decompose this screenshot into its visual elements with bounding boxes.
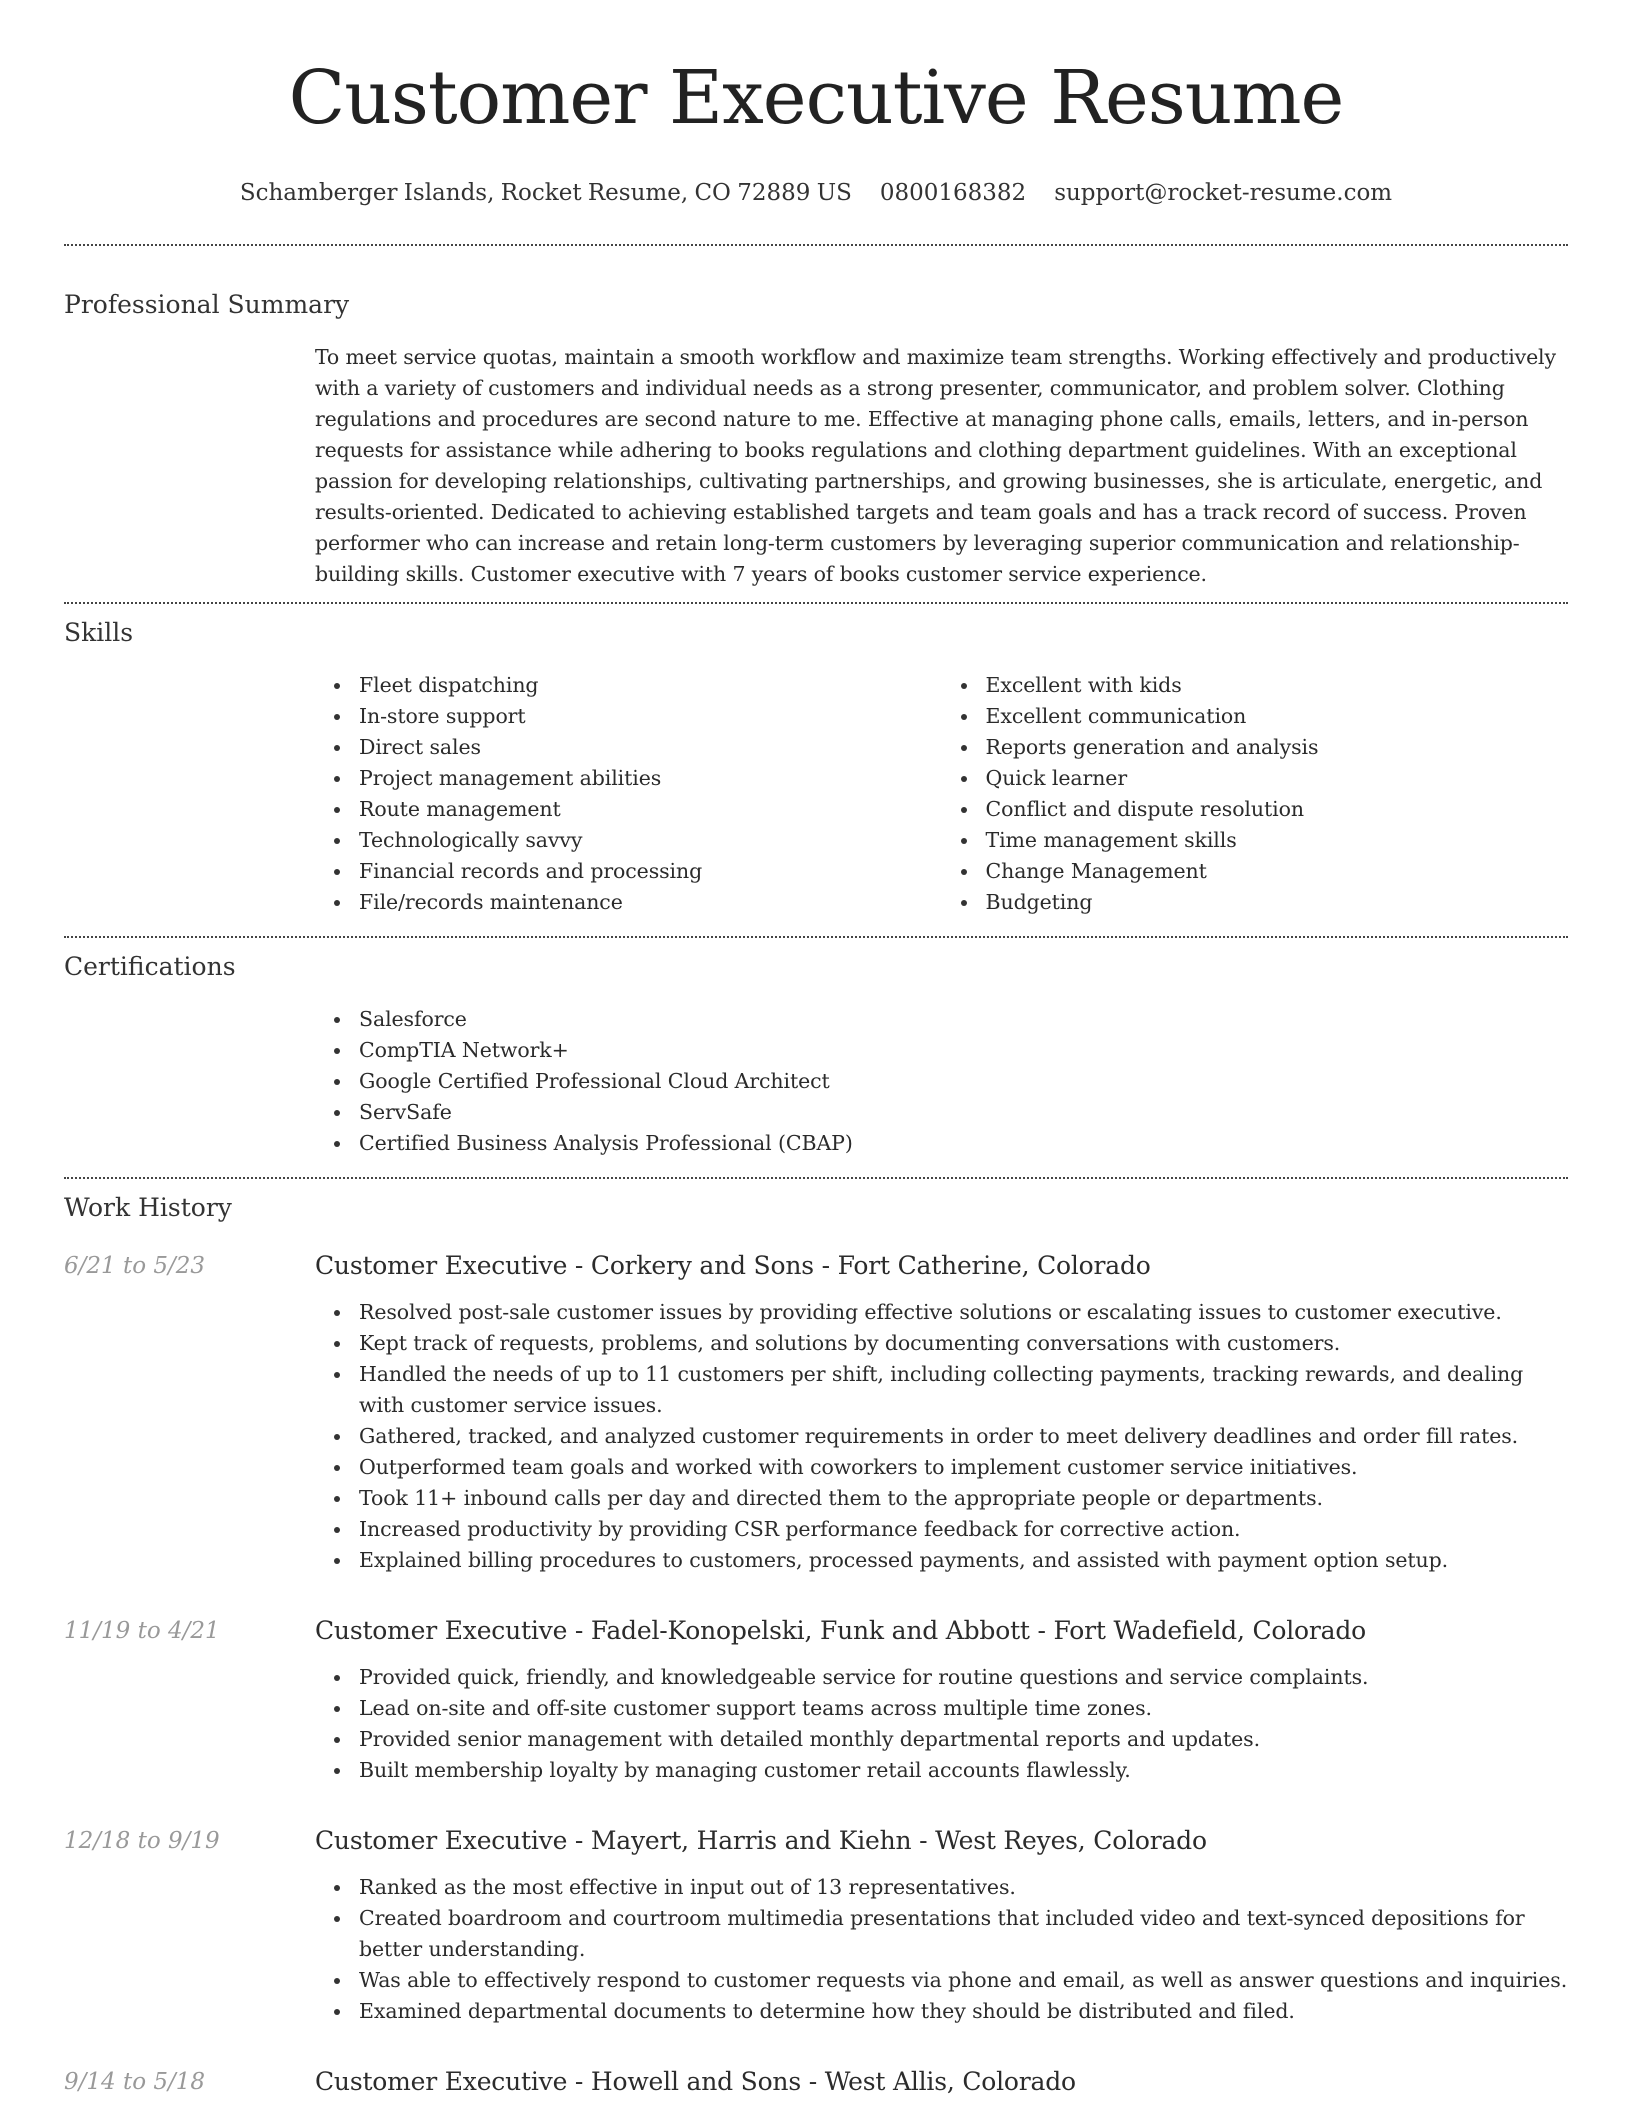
job-bullet: Created boardroom and courtroom multimedia presentations that included video and text-synced depositions for better understanding. bbox=[359, 1903, 1568, 1965]
certification-item: Google Certified Professional Cloud Architect bbox=[359, 1066, 1568, 1097]
skill-item: File/records maintenance bbox=[359, 887, 942, 918]
resume-page bbox=[64, 0, 1568, 2099]
skill-item: Technologically savvy bbox=[359, 825, 942, 856]
skill-item: In-store support bbox=[359, 701, 942, 732]
skills-list-left bbox=[315, 670, 942, 918]
job-entry bbox=[64, 2065, 1568, 2099]
certification-item: CompTIA Network+ bbox=[359, 1035, 1568, 1066]
job-entry bbox=[64, 1614, 1568, 1786]
job-title: Customer Executive - Howell and Sons - West Allis, Colorado bbox=[315, 2067, 1076, 2096]
section-heading-summary: Professional Summary bbox=[64, 290, 350, 319]
section-heading-certifications: Certifications bbox=[64, 952, 236, 981]
skills-list-right bbox=[942, 670, 1569, 918]
job-dates: 6/21 to 5/23 bbox=[64, 1253, 206, 1279]
job-bullet: Ranked as the most effective in input out of 13 representatives. bbox=[359, 1872, 1568, 1903]
job-bullet: Handled the needs of up to 11 customers per shift, including collecting payments, tracking rewards, and dealing with customer service issues. bbox=[359, 1359, 1568, 1421]
summary-text: To meet service quotas, maintain a smooth workflow and maximize team strengths. Working effectively and productively with a variety of customers and individual needs as a strong presenter, communicator, and problem solver. Clothing regulations and procedures are second nature to me. Effective at managing phone calls, emails, letters, and in-person requests for assistance while adhering to books regulations and clothing department guidelines. With an exceptional passion for developing relationships, cultivating partnerships, and growing businesses, she is articulate, energetic, and results-oriented. Dedicated to achieving established targets and team goals and has a track record of success. Proven performer who can increase and retain long-term customers by leveraging superior communication and relationship-building skills. Customer executive with 7 years of books customer service experience. bbox=[315, 345, 1556, 586]
divider bbox=[64, 602, 1568, 604]
skill-item: Fleet dispatching bbox=[359, 670, 942, 701]
job-bullets bbox=[315, 1297, 1568, 1576]
work-history-section bbox=[64, 1191, 1568, 2099]
skill-item: Quick learner bbox=[986, 763, 1569, 794]
resume-title: Customer Executive Resume bbox=[288, 55, 1344, 141]
job-bullets bbox=[315, 1872, 1568, 2027]
skill-item: Route management bbox=[359, 794, 942, 825]
section-heading-work-history: Work History bbox=[64, 1193, 232, 1222]
certification-item: ServSafe bbox=[359, 1097, 1568, 1128]
skills-section bbox=[64, 616, 1568, 918]
section-heading-skills: Skills bbox=[64, 618, 134, 647]
job-bullet: Provided quick, friendly, and knowledgeable service for routine questions and service complaints. bbox=[359, 1662, 1568, 1693]
contact-email[interactable]: support@rocket-resume.com bbox=[1054, 180, 1393, 206]
certification-item: Salesforce bbox=[359, 1004, 1568, 1035]
job-bullet: Gathered, tracked, and analyzed customer requirements in order to meet delivery deadlines and order fill rates. bbox=[359, 1421, 1568, 1452]
job-bullet: Built membership loyalty by managing customer retail accounts flawlessly. bbox=[359, 1755, 1568, 1786]
job-title: Customer Executive - Corkery and Sons - Fort Catherine, Colorado bbox=[315, 1251, 1151, 1280]
job-dates: 12/18 to 9/19 bbox=[64, 1828, 220, 1854]
job-bullet: Increased productivity by providing CSR performance feedback for corrective action. bbox=[359, 1514, 1568, 1545]
skill-item: Direct sales bbox=[359, 732, 942, 763]
contact-address: Schamberger Islands, Rocket Resume, CO 72889 US bbox=[239, 180, 852, 206]
job-bullet: Took 11+ inbound calls per day and directed them to the appropriate people or departments. bbox=[359, 1483, 1568, 1514]
contact-phone: 0800168382 bbox=[879, 180, 1027, 206]
job-title: Customer Executive - Fadel-Konopelski, Funk and Abbott - Fort Wadefield, Colorado bbox=[315, 1616, 1366, 1645]
job-entry bbox=[64, 1249, 1568, 1576]
job-bullet: Provided senior management with detailed monthly departmental reports and updates. bbox=[359, 1724, 1568, 1755]
job-bullet: Explained billing procedures to customers, processed payments, and assisted with payment option setup. bbox=[359, 1545, 1568, 1576]
skill-item: Excellent with kids bbox=[986, 670, 1569, 701]
summary-section bbox=[64, 288, 1568, 590]
certifications-section bbox=[64, 950, 1568, 1159]
skill-item: Budgeting bbox=[986, 887, 1569, 918]
divider bbox=[64, 244, 1568, 246]
job-dates: 9/14 to 5/18 bbox=[64, 2069, 206, 2095]
job-bullet: Resolved post-sale customer issues by providing effective solutions or escalating issues to customer executive. bbox=[359, 1297, 1568, 1328]
contact-line bbox=[64, 176, 1568, 210]
skill-item: Change Management bbox=[986, 856, 1569, 887]
certifications-list bbox=[315, 1004, 1568, 1159]
divider bbox=[64, 1177, 1568, 1179]
job-bullets bbox=[315, 1662, 1568, 1786]
skill-item: Reports generation and analysis bbox=[986, 732, 1569, 763]
divider bbox=[64, 936, 1568, 938]
job-bullet: Outperformed team goals and worked with coworkers to implement customer service initiatives. bbox=[359, 1452, 1568, 1483]
job-bullet: Examined departmental documents to determine how they should be distributed and filed. bbox=[359, 1996, 1568, 2027]
skill-item: Excellent communication bbox=[986, 701, 1569, 732]
skill-item: Project management abilities bbox=[359, 763, 942, 794]
job-title: Customer Executive - Mayert, Harris and Kiehn - West Reyes, Colorado bbox=[315, 1826, 1207, 1855]
skill-item: Financial records and processing bbox=[359, 856, 942, 887]
skill-item: Conflict and dispute resolution bbox=[986, 794, 1569, 825]
job-entry bbox=[64, 1824, 1568, 2027]
job-dates: 11/19 to 4/21 bbox=[64, 1618, 220, 1644]
job-bullet: Kept track of requests, problems, and solutions by documenting conversations with customers. bbox=[359, 1328, 1568, 1359]
job-bullet: Lead on-site and off-site customer support teams across multiple time zones. bbox=[359, 1693, 1568, 1724]
certification-item: Certified Business Analysis Professional (CBAP) bbox=[359, 1128, 1568, 1159]
skill-item: Time management skills bbox=[986, 825, 1569, 856]
job-bullet: Was able to effectively respond to customer requests via phone and email, as well as answer questions and inquiries. bbox=[359, 1965, 1568, 1996]
